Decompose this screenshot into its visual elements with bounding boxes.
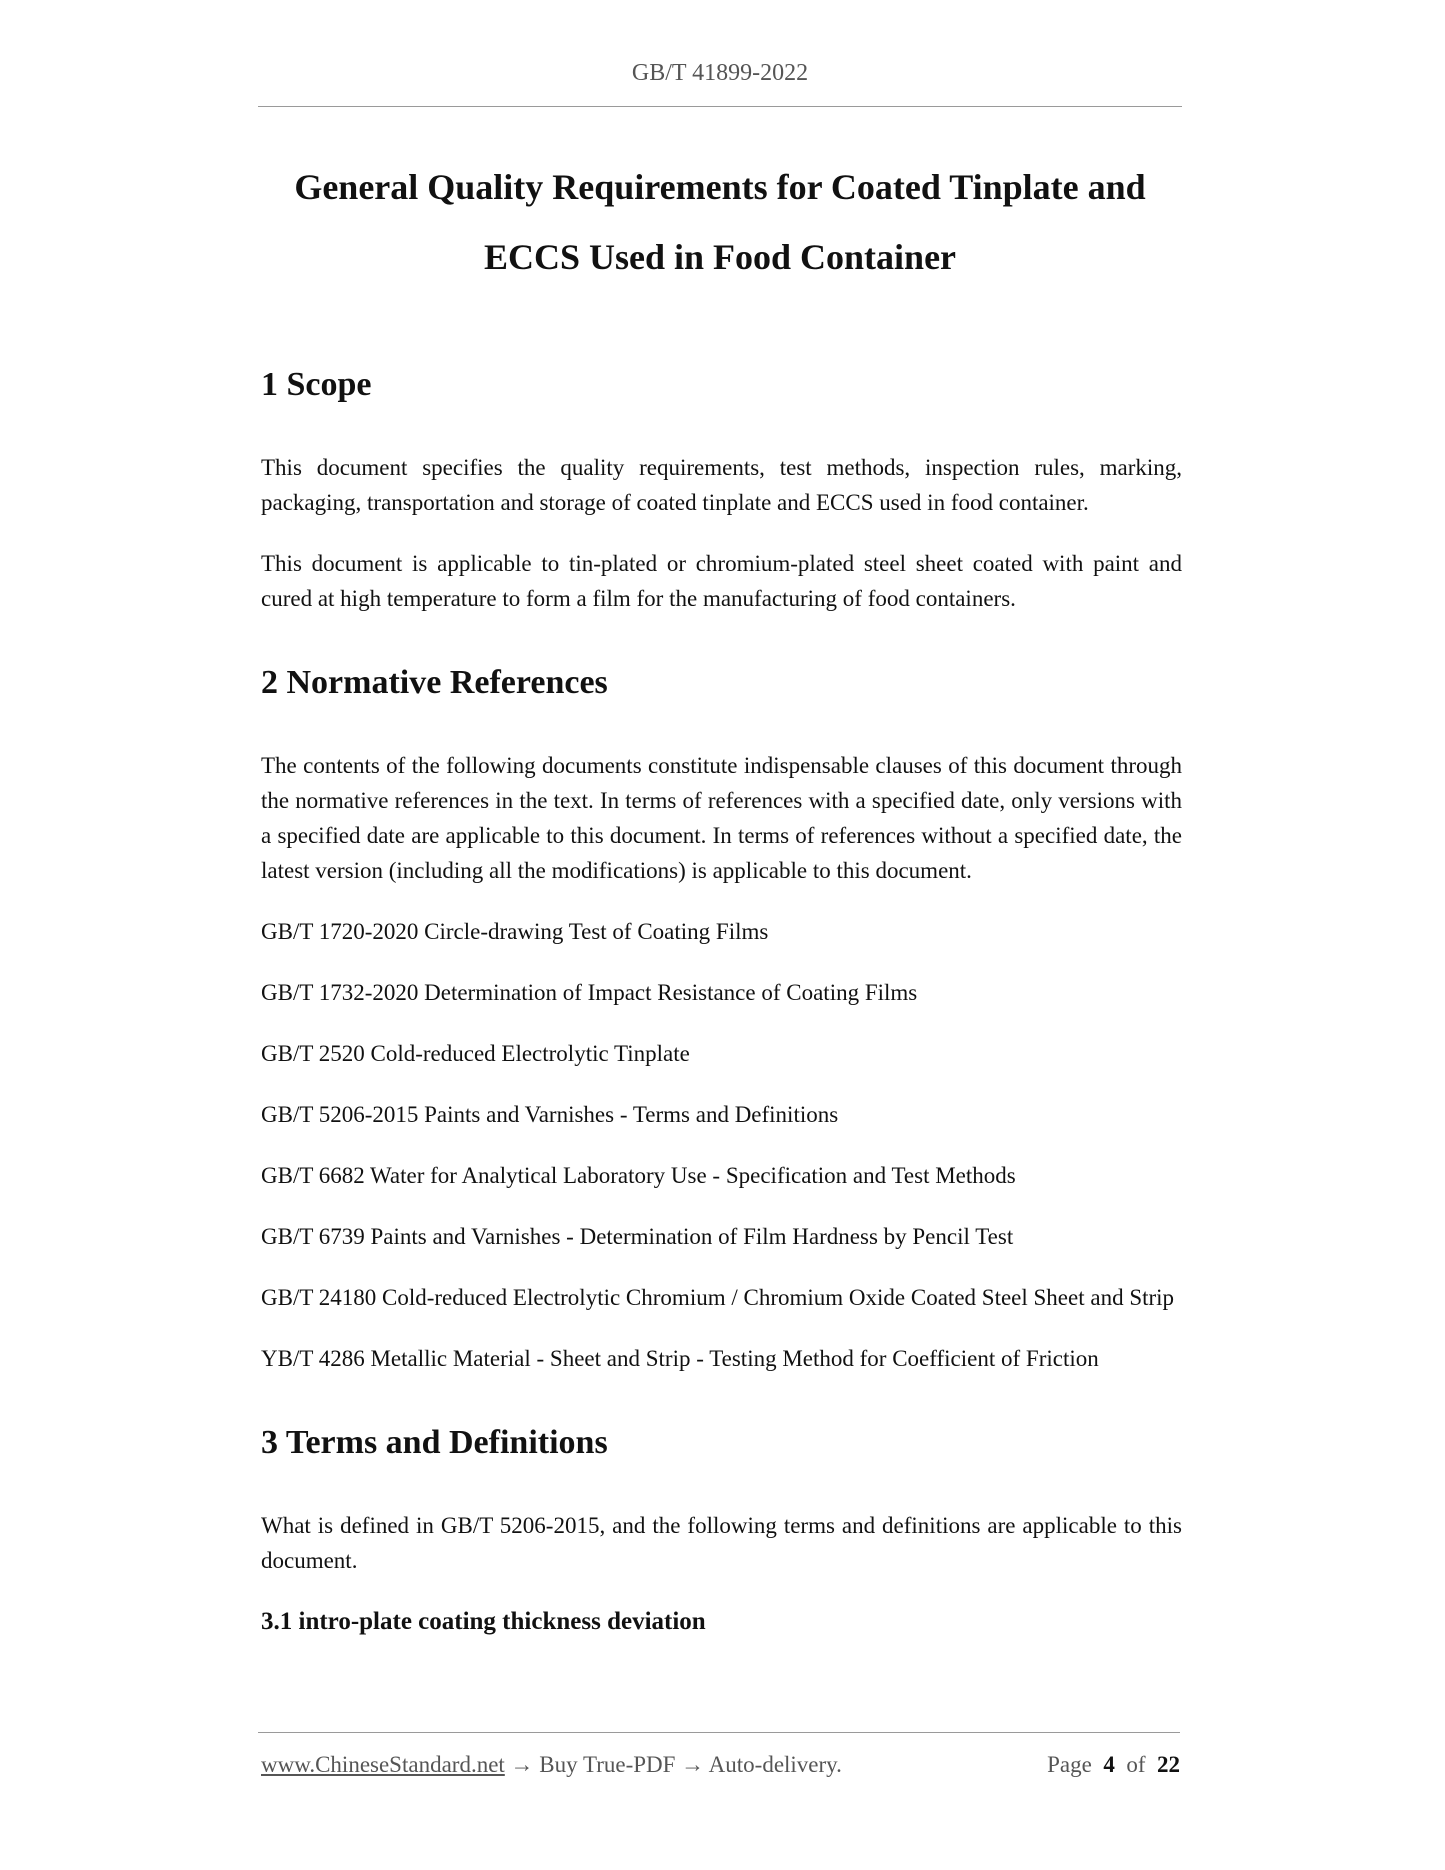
normative-intro-paragraph: The contents of the following documents constitute indispensable clauses of this document through the normative references in the text. In terms of references with a specified date, only versions with a specified date are applicable to this document. In terms of references without a specified date, the latest version (including all the modifications) is applicable to this document.: [261, 753, 1182, 883]
scope-paragraph: This document is applicable to tin-plated or chromium-plated steel sheet coated with paint and cured at high temperature to form a film for the manufacturing of food containers.: [261, 551, 1182, 611]
reference-item: GB/T 6682 Water for Analytical Laboratory Use - Specification and Test Methods: [261, 1163, 1016, 1188]
website-link[interactable]: www.ChineseStandard.net: [261, 1752, 505, 1777]
footer-promo-text: → Buy True-PDF → Auto-delivery.: [504, 1752, 842, 1777]
page-of-label: of: [1126, 1752, 1146, 1777]
reference-item: GB/T 1720-2020 Circle-drawing Test of Coating Films: [261, 919, 769, 944]
page-indicator: [1047, 1752, 1180, 1778]
document-code-header: GB/T 41899-2022: [631, 60, 809, 86]
section-scope: [261, 360, 1182, 616]
section-terms-definitions: [261, 1418, 1182, 1639]
scope-paragraph: This document specifies the quality requirements, test methods, inspection rules, marking, packaging, transportation and storage of coated tinplate and ECCS used in food container.: [261, 455, 1182, 515]
terms-intro-paragraph: What is defined in GB/T 5206-2015, and the following terms and definitions are applicable to this document.: [261, 1513, 1182, 1573]
page-total: 22: [1157, 1752, 1180, 1777]
reference-list: [261, 914, 1182, 1376]
page-label: Page: [1047, 1752, 1092, 1777]
section-heading-normative-references: 2 Normative References: [261, 664, 608, 701]
reference-item: GB/T 1732-2020 Determination of Impact Resistance of Coating Films: [261, 980, 918, 1005]
section-normative-references: [261, 658, 1182, 1376]
document-title-line-1: General Quality Requirements for Coated Tinplate and: [294, 167, 1146, 207]
reference-item: GB/T 2520 Cold-reduced Electrolytic Tinplate: [261, 1041, 690, 1066]
document-title-line-2: ECCS Used in Food Container: [483, 237, 957, 277]
reference-item: GB/T 6739 Paints and Varnishes - Determination of Film Hardness by Pencil Test: [261, 1224, 1014, 1249]
page-current: 4: [1103, 1752, 1115, 1777]
term-subheading: 3.1 intro-plate coating thickness deviation: [261, 1608, 706, 1635]
page-footer: [261, 1752, 1180, 1778]
document-title: [258, 152, 1182, 292]
section-heading-terms-definitions: 3 Terms and Definitions: [261, 1424, 608, 1461]
section-heading-scope: 1 Scope: [261, 366, 372, 403]
header-divider: [258, 106, 1182, 107]
document-body: [261, 360, 1182, 1639]
reference-item: GB/T 5206-2015 Paints and Varnishes - Terms and Definitions: [261, 1102, 839, 1127]
reference-item: YB/T 4286 Metallic Material - Sheet and Strip - Testing Method for Coefficient of Friction: [261, 1346, 1099, 1371]
reference-item: GB/T 24180 Cold-reduced Electrolytic Chromium / Chromium Oxide Coated Steel Sheet and Strip: [261, 1285, 1175, 1310]
footer-divider: [258, 1732, 1180, 1733]
footer-left: [261, 1752, 842, 1778]
